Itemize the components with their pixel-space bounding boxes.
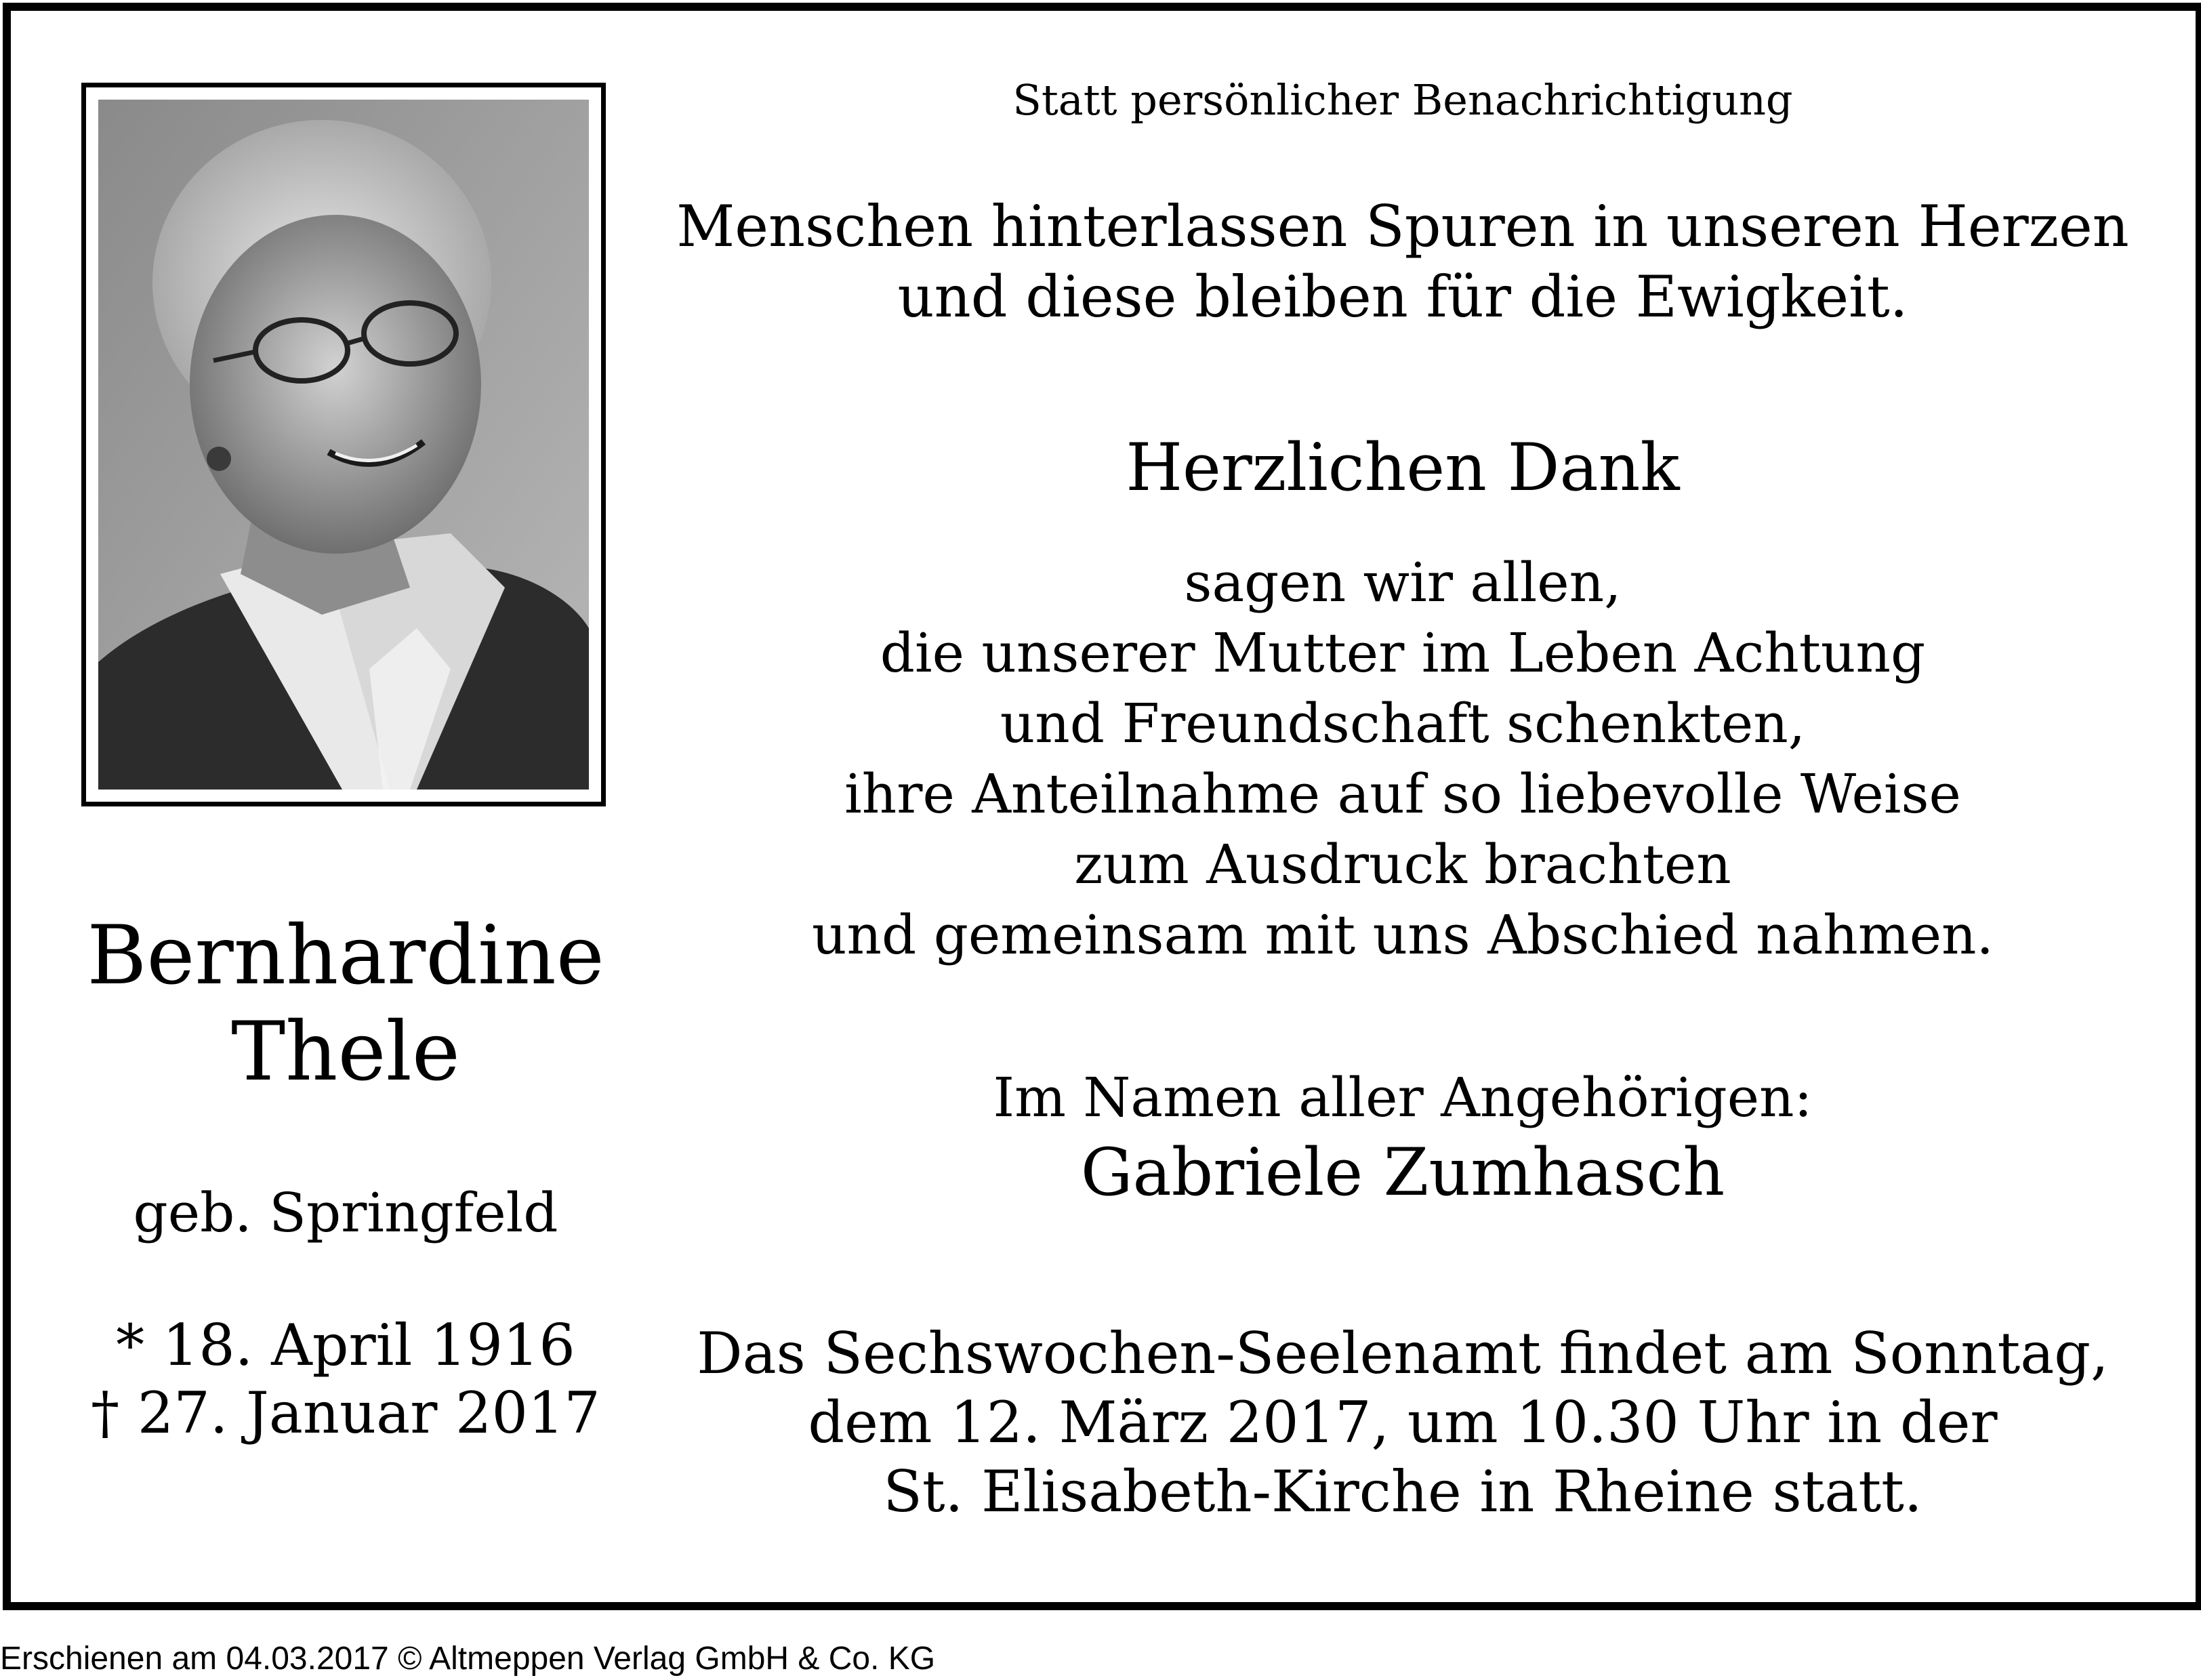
life-dates: [14, 1311, 678, 1447]
service-line: dem 12. März 2017, um 10.30 Uhr in der: [808, 1389, 1998, 1456]
thanks-line: die unserer Mutter im Leben Achtung: [880, 621, 1926, 684]
portrait-frame: [81, 83, 606, 806]
last-name: Thele: [231, 1005, 460, 1099]
publication-footer: Erschienen am 04.03.2017 © Altmeppen Verlag GmbH & Co. KG: [0, 1641, 936, 1677]
first-name: Bernhardine: [87, 909, 604, 1003]
thanks-heading: Herzlichen Dank: [1126, 430, 1680, 506]
service-line: Das Sechswochen-Seelenamt findet am Sonntag,: [697, 1320, 2109, 1387]
deceased-name: [14, 908, 678, 1101]
signoff-line: Im Namen aller Angehörigen:: [993, 1066, 1813, 1129]
thanks-line: und Freundschaft schenkten,: [1000, 692, 1806, 755]
intro-line: Statt persönlicher Benachrichtigung: [1012, 75, 1793, 125]
portrait-photo: [98, 100, 589, 790]
thanks-line: zum Ausdruck brachten: [1074, 833, 1731, 896]
maiden-name: geb. Springfeld: [133, 1181, 558, 1244]
service-announcement: [671, 1319, 2135, 1526]
birth-date: * 18. April 1916: [116, 1312, 575, 1378]
service-line: St. Elisabeth-Kirche in Rheine statt.: [883, 1458, 1922, 1525]
signer-name: Gabriele Zumhasch: [1080, 1134, 1725, 1210]
thanks-line: sagen wir allen,: [1184, 551, 1622, 614]
quote-line: und diese bleiben für die Ewigkeit.: [897, 264, 1908, 330]
thanks-line: und gemeinsam mit uns Abschied nahmen.: [812, 903, 1994, 966]
thanks-text: [671, 548, 2135, 970]
death-date: † 27. Januar 2017: [91, 1380, 600, 1446]
thanks-line: ihre Anteilnahme auf so liebevolle Weise: [844, 762, 1961, 825]
memorial-quote: [671, 191, 2135, 332]
quote-line: Menschen hinterlassen Spuren in unseren Herzen: [676, 193, 2129, 260]
